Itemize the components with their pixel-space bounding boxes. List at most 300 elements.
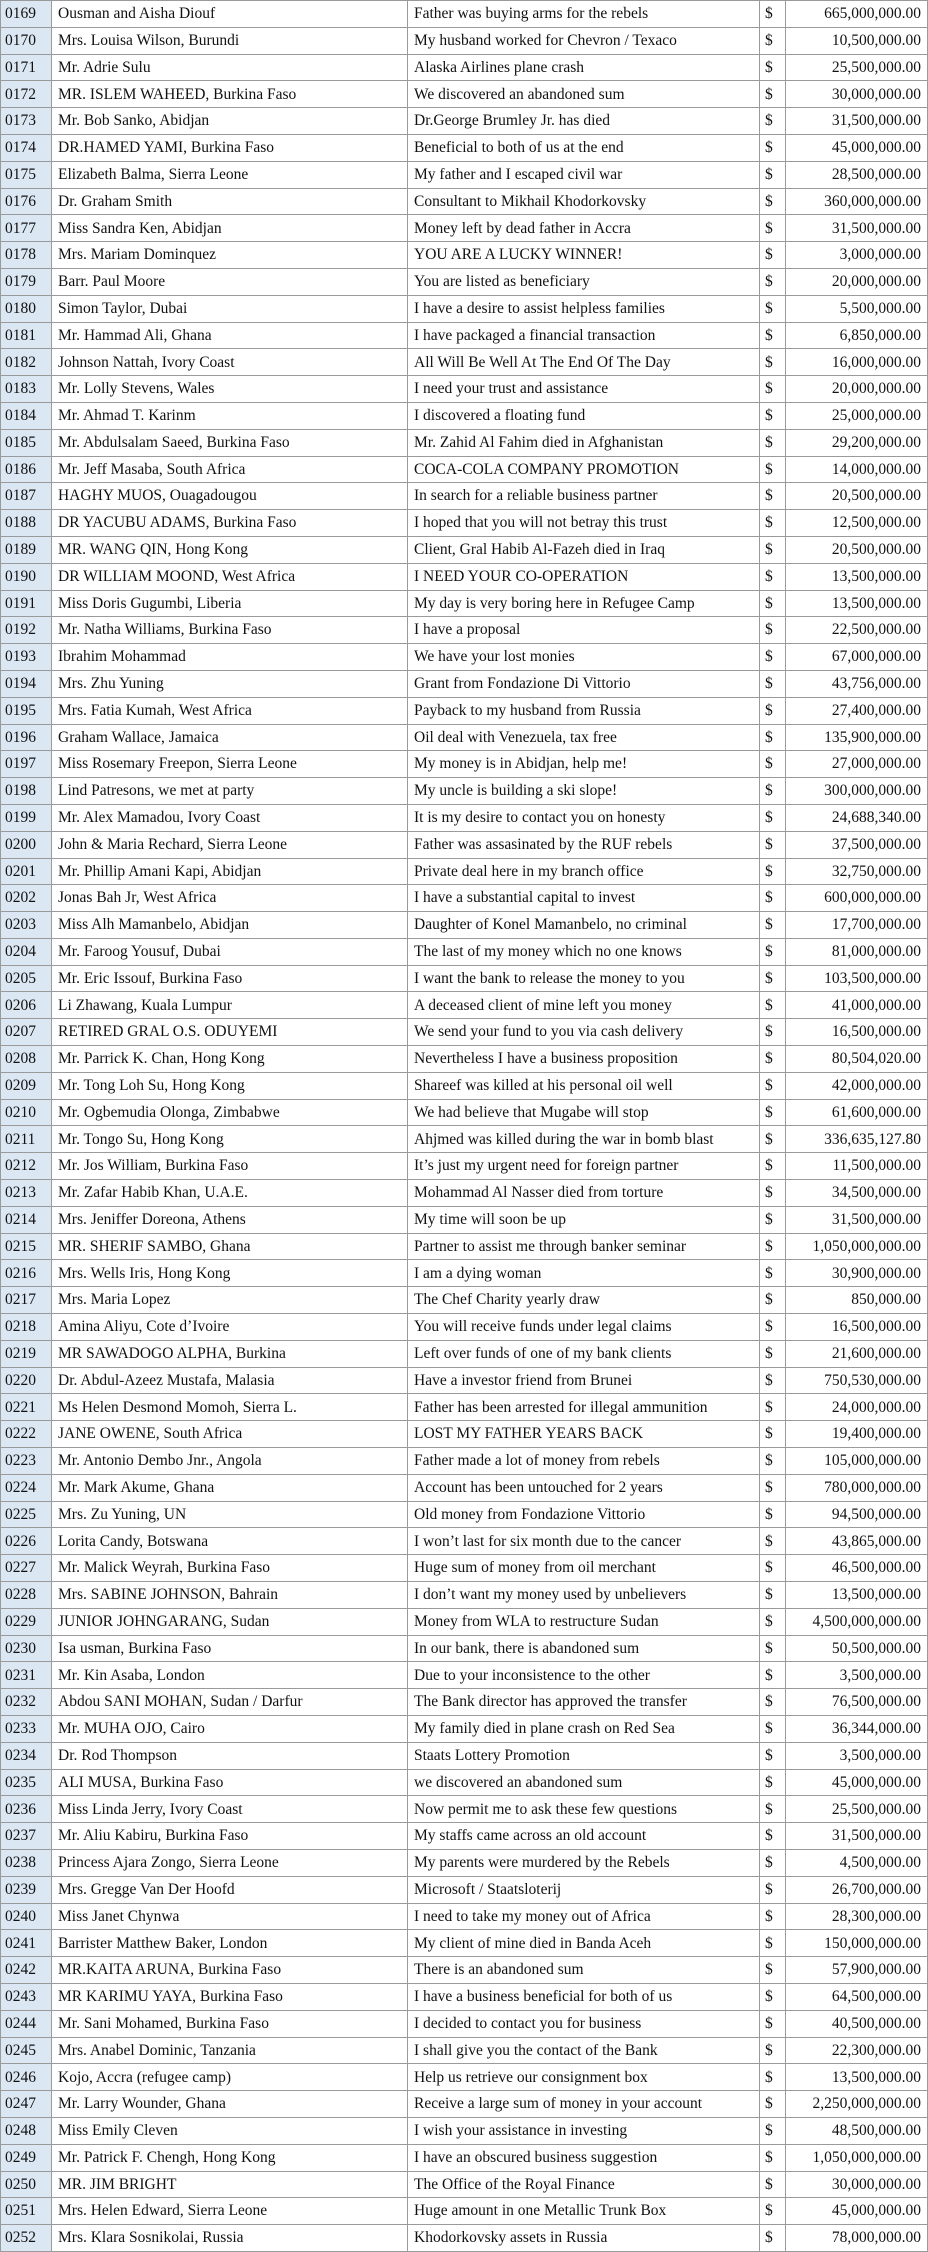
sender-name-cell[interactable]: Mr. Jos William, Burkina Faso: [52, 1153, 408, 1180]
amount-cell[interactable]: 780,000,000.00: [786, 1474, 928, 1501]
story-cell[interactable]: I have a desire to assist helpless families: [408, 295, 760, 322]
row-id-cell[interactable]: 0179: [1, 268, 52, 295]
row-id-cell[interactable]: 0198: [1, 778, 52, 805]
story-cell[interactable]: I need to take my money out of Africa: [408, 1903, 760, 1930]
row-id-cell[interactable]: 0237: [1, 1823, 52, 1850]
story-cell[interactable]: My staffs came across an old account: [408, 1823, 760, 1850]
row-id-cell[interactable]: 0234: [1, 1742, 52, 1769]
sender-name-cell[interactable]: Johnson Nattah, Ivory Coast: [52, 349, 408, 376]
amount-cell[interactable]: 600,000,000.00: [786, 885, 928, 912]
sender-name-cell[interactable]: DR.HAMED YAMI, Burkina Faso: [52, 134, 408, 161]
row-id-cell[interactable]: 0249: [1, 2144, 52, 2171]
row-id-cell[interactable]: 0196: [1, 724, 52, 751]
sender-name-cell[interactable]: Mr. Natha Williams, Burkina Faso: [52, 617, 408, 644]
sender-name-cell[interactable]: Dr. Rod Thompson: [52, 1742, 408, 1769]
sender-name-cell[interactable]: Ousman and Aisha Diouf: [52, 1, 408, 28]
sender-name-cell[interactable]: Jonas Bah Jr, West Africa: [52, 885, 408, 912]
story-cell[interactable]: Grant from Fondazione Di Vittorio: [408, 670, 760, 697]
row-id-cell[interactable]: 0250: [1, 2171, 52, 2198]
currency-cell[interactable]: $: [760, 885, 786, 912]
currency-cell[interactable]: $: [760, 965, 786, 992]
row-id-cell[interactable]: 0209: [1, 1072, 52, 1099]
currency-cell[interactable]: $: [760, 188, 786, 215]
sender-name-cell[interactable]: Mrs. Mariam Dominquez: [52, 242, 408, 269]
row-id-cell[interactable]: 0215: [1, 1233, 52, 1260]
currency-cell[interactable]: $: [760, 215, 786, 242]
story-cell[interactable]: All Will Be Well At The End Of The Day: [408, 349, 760, 376]
amount-cell[interactable]: 80,504,020.00: [786, 1046, 928, 1073]
story-cell[interactable]: I have packaged a financial transaction: [408, 322, 760, 349]
story-cell[interactable]: Receive a large sum of money in your account: [408, 2091, 760, 2118]
row-id-cell[interactable]: 0241: [1, 1930, 52, 1957]
story-cell[interactable]: Mohammad Al Nasser died from torture: [408, 1180, 760, 1207]
row-id-cell[interactable]: 0189: [1, 536, 52, 563]
row-id-cell[interactable]: 0227: [1, 1555, 52, 1582]
sender-name-cell[interactable]: Elizabeth Balma, Sierra Leone: [52, 161, 408, 188]
currency-cell[interactable]: $: [760, 617, 786, 644]
amount-cell[interactable]: 50,500,000.00: [786, 1635, 928, 1662]
sender-name-cell[interactable]: Mr. Bob Sanko, Abidjan: [52, 108, 408, 135]
currency-cell[interactable]: $: [760, 27, 786, 54]
currency-cell[interactable]: $: [760, 1823, 786, 1850]
currency-cell[interactable]: $: [760, 992, 786, 1019]
currency-cell[interactable]: $: [760, 376, 786, 403]
sender-name-cell[interactable]: Mrs. Zhu Yuning: [52, 670, 408, 697]
amount-cell[interactable]: 11,500,000.00: [786, 1153, 928, 1180]
story-cell[interactable]: Huge amount in one Metallic Trunk Box: [408, 2198, 760, 2225]
amount-cell[interactable]: 336,635,127.80: [786, 1126, 928, 1153]
row-id-cell[interactable]: 0201: [1, 858, 52, 885]
currency-cell[interactable]: $: [760, 1608, 786, 1635]
row-id-cell[interactable]: 0236: [1, 1796, 52, 1823]
row-id-cell[interactable]: 0246: [1, 2064, 52, 2091]
currency-cell[interactable]: $: [760, 1126, 786, 1153]
row-id-cell[interactable]: 0173: [1, 108, 52, 135]
row-id-cell[interactable]: 0238: [1, 1849, 52, 1876]
story-cell[interactable]: My day is very boring here in Refugee Camp: [408, 590, 760, 617]
currency-cell[interactable]: $: [760, 831, 786, 858]
story-cell[interactable]: I hoped that you will not betray this trust: [408, 510, 760, 537]
sender-name-cell[interactable]: Mrs. Fatia Kumah, West Africa: [52, 697, 408, 724]
story-cell[interactable]: I have a proposal: [408, 617, 760, 644]
row-id-cell[interactable]: 0225: [1, 1501, 52, 1528]
row-id-cell[interactable]: 0191: [1, 590, 52, 617]
amount-cell[interactable]: 16,000,000.00: [786, 349, 928, 376]
sender-name-cell[interactable]: Mrs. Jeniffer Doreona, Athens: [52, 1206, 408, 1233]
currency-cell[interactable]: $: [760, 81, 786, 108]
story-cell[interactable]: Money left by dead father in Accra: [408, 215, 760, 242]
story-cell[interactable]: In our bank, there is abandoned sum: [408, 1635, 760, 1662]
story-cell[interactable]: Microsoft / Staatsloterij: [408, 1876, 760, 1903]
story-cell[interactable]: Old money from Fondazione Vittorio: [408, 1501, 760, 1528]
row-id-cell[interactable]: 0175: [1, 161, 52, 188]
sender-name-cell[interactable]: ALI MUSA, Burkina Faso: [52, 1769, 408, 1796]
row-id-cell[interactable]: 0174: [1, 134, 52, 161]
amount-cell[interactable]: 43,756,000.00: [786, 670, 928, 697]
currency-cell[interactable]: $: [760, 1019, 786, 1046]
currency-cell[interactable]: $: [760, 778, 786, 805]
sender-name-cell[interactable]: Mr. Hammad Ali, Ghana: [52, 322, 408, 349]
story-cell[interactable]: We have your lost monies: [408, 644, 760, 671]
amount-cell[interactable]: 25,500,000.00: [786, 54, 928, 81]
amount-cell[interactable]: 17,700,000.00: [786, 912, 928, 939]
amount-cell[interactable]: 57,900,000.00: [786, 1957, 928, 1984]
row-id-cell[interactable]: 0181: [1, 322, 52, 349]
story-cell[interactable]: You will receive funds under legal claims: [408, 1314, 760, 1341]
story-cell[interactable]: I have an obscured business suggestion: [408, 2144, 760, 2171]
amount-cell[interactable]: 850,000.00: [786, 1287, 928, 1314]
currency-cell[interactable]: $: [760, 590, 786, 617]
amount-cell[interactable]: 3,500,000.00: [786, 1662, 928, 1689]
story-cell[interactable]: COCA-COLA COMPANY PROMOTION: [408, 456, 760, 483]
story-cell[interactable]: Money from WLA to restructure Sudan: [408, 1608, 760, 1635]
sender-name-cell[interactable]: Amina Aliyu, Cote d’Ivoire: [52, 1314, 408, 1341]
row-id-cell[interactable]: 0251: [1, 2198, 52, 2225]
amount-cell[interactable]: 61,600,000.00: [786, 1099, 928, 1126]
row-id-cell[interactable]: 0170: [1, 27, 52, 54]
sender-name-cell[interactable]: Miss Rosemary Freepon, Sierra Leone: [52, 751, 408, 778]
row-id-cell[interactable]: 0216: [1, 1260, 52, 1287]
sender-name-cell[interactable]: Graham Wallace, Jamaica: [52, 724, 408, 751]
sender-name-cell[interactable]: JUNIOR JOHNGARANG, Sudan: [52, 1608, 408, 1635]
sender-name-cell[interactable]: Ibrahim Mohammad: [52, 644, 408, 671]
story-cell[interactable]: It is my desire to contact you on honesty: [408, 804, 760, 831]
sender-name-cell[interactable]: Mr. Adrie Sulu: [52, 54, 408, 81]
row-id-cell[interactable]: 0185: [1, 429, 52, 456]
currency-cell[interactable]: $: [760, 804, 786, 831]
story-cell[interactable]: Account has been untouched for 2 years: [408, 1474, 760, 1501]
currency-cell[interactable]: $: [760, 1314, 786, 1341]
row-id-cell[interactable]: 0214: [1, 1206, 52, 1233]
sender-name-cell[interactable]: John & Maria Rechard, Sierra Leone: [52, 831, 408, 858]
story-cell[interactable]: Dr.George Brumley Jr. has died: [408, 108, 760, 135]
currency-cell[interactable]: $: [760, 349, 786, 376]
amount-cell[interactable]: 105,000,000.00: [786, 1448, 928, 1475]
story-cell[interactable]: My husband worked for Chevron / Texaco: [408, 27, 760, 54]
amount-cell[interactable]: 31,500,000.00: [786, 1206, 928, 1233]
story-cell[interactable]: I won’t last for six month due to the cancer: [408, 1528, 760, 1555]
currency-cell[interactable]: $: [760, 402, 786, 429]
amount-cell[interactable]: 20,000,000.00: [786, 376, 928, 403]
currency-cell[interactable]: $: [760, 1983, 786, 2010]
amount-cell[interactable]: 13,500,000.00: [786, 2064, 928, 2091]
story-cell[interactable]: I want the bank to release the money to you: [408, 965, 760, 992]
amount-cell[interactable]: 26,700,000.00: [786, 1876, 928, 1903]
currency-cell[interactable]: $: [760, 2144, 786, 2171]
sender-name-cell[interactable]: Mr. Aliu Kabiru, Burkina Faso: [52, 1823, 408, 1850]
row-id-cell[interactable]: 0245: [1, 2037, 52, 2064]
currency-cell[interactable]: $: [760, 751, 786, 778]
currency-cell[interactable]: $: [760, 1233, 786, 1260]
sender-name-cell[interactable]: Miss Alh Mamanbelo, Abidjan: [52, 912, 408, 939]
story-cell[interactable]: Private deal here in my branch office: [408, 858, 760, 885]
currency-cell[interactable]: $: [760, 697, 786, 724]
story-cell[interactable]: Client, Gral Habib Al-Fazeh died in Iraq: [408, 536, 760, 563]
row-id-cell[interactable]: 0197: [1, 751, 52, 778]
sender-name-cell[interactable]: Mrs. Zu Yuning, UN: [52, 1501, 408, 1528]
amount-cell[interactable]: 25,000,000.00: [786, 402, 928, 429]
row-id-cell[interactable]: 0244: [1, 2010, 52, 2037]
row-id-cell[interactable]: 0219: [1, 1340, 52, 1367]
amount-cell[interactable]: 135,900,000.00: [786, 724, 928, 751]
amount-cell[interactable]: 19,400,000.00: [786, 1421, 928, 1448]
amount-cell[interactable]: 1,050,000,000.00: [786, 1233, 928, 1260]
row-id-cell[interactable]: 0221: [1, 1394, 52, 1421]
story-cell[interactable]: Help us retrieve our consignment box: [408, 2064, 760, 2091]
currency-cell[interactable]: $: [760, 1957, 786, 1984]
row-id-cell[interactable]: 0202: [1, 885, 52, 912]
amount-cell[interactable]: 21,600,000.00: [786, 1340, 928, 1367]
story-cell[interactable]: My parents were murdered by the Rebels: [408, 1849, 760, 1876]
story-cell[interactable]: YOU ARE A LUCKY WINNER!: [408, 242, 760, 269]
amount-cell[interactable]: 22,500,000.00: [786, 617, 928, 644]
sender-name-cell[interactable]: MR. JIM BRIGHT: [52, 2171, 408, 2198]
row-id-cell[interactable]: 0217: [1, 1287, 52, 1314]
sender-name-cell[interactable]: Mr. Kin Asaba, London: [52, 1662, 408, 1689]
row-id-cell[interactable]: 0223: [1, 1448, 52, 1475]
sender-name-cell[interactable]: Mrs. Klara Sosnikolai, Russia: [52, 2225, 408, 2252]
row-id-cell[interactable]: 0248: [1, 2117, 52, 2144]
sender-name-cell[interactable]: HAGHY MUOS, Ouagadougou: [52, 483, 408, 510]
sender-name-cell[interactable]: Mrs. Gregge Van Der Hoofd: [52, 1876, 408, 1903]
sender-name-cell[interactable]: Mr. Lolly Stevens, Wales: [52, 376, 408, 403]
sender-name-cell[interactable]: Mr. Patrick F. Chengh, Hong Kong: [52, 2144, 408, 2171]
sender-name-cell[interactable]: Mr. Eric Issouf, Burkina Faso: [52, 965, 408, 992]
row-id-cell[interactable]: 0192: [1, 617, 52, 644]
story-cell[interactable]: Father made a lot of money from rebels: [408, 1448, 760, 1475]
sender-name-cell[interactable]: Mrs. Wells Iris, Hong Kong: [52, 1260, 408, 1287]
amount-cell[interactable]: 34,500,000.00: [786, 1180, 928, 1207]
amount-cell[interactable]: 31,500,000.00: [786, 215, 928, 242]
story-cell[interactable]: My family died in plane crash on Red Sea: [408, 1716, 760, 1743]
sender-name-cell[interactable]: Princess Ajara Zongo, Sierra Leone: [52, 1849, 408, 1876]
story-cell[interactable]: Oil deal with Venezuela, tax free: [408, 724, 760, 751]
sender-name-cell[interactable]: Dr. Graham Smith: [52, 188, 408, 215]
story-cell[interactable]: Khodorkovsky assets in Russia: [408, 2225, 760, 2252]
row-id-cell[interactable]: 0220: [1, 1367, 52, 1394]
story-cell[interactable]: It’s just my urgent need for foreign partner: [408, 1153, 760, 1180]
amount-cell[interactable]: 13,500,000.00: [786, 590, 928, 617]
currency-cell[interactable]: $: [760, 510, 786, 537]
sender-name-cell[interactable]: Mrs. Anabel Dominic, Tanzania: [52, 2037, 408, 2064]
story-cell[interactable]: Partner to assist me through banker seminar: [408, 1233, 760, 1260]
row-id-cell[interactable]: 0177: [1, 215, 52, 242]
row-id-cell[interactable]: 0183: [1, 376, 52, 403]
currency-cell[interactable]: $: [760, 429, 786, 456]
currency-cell[interactable]: $: [760, 1260, 786, 1287]
amount-cell[interactable]: 14,000,000.00: [786, 456, 928, 483]
amount-cell[interactable]: 31,500,000.00: [786, 1823, 928, 1850]
currency-cell[interactable]: $: [760, 242, 786, 269]
sender-name-cell[interactable]: MR. WANG QIN, Hong Kong: [52, 536, 408, 563]
row-id-cell[interactable]: 0235: [1, 1769, 52, 1796]
row-id-cell[interactable]: 0213: [1, 1180, 52, 1207]
sender-name-cell[interactable]: Mr. Larry Wounder, Ghana: [52, 2091, 408, 2118]
currency-cell[interactable]: $: [760, 108, 786, 135]
story-cell[interactable]: Father was assasinated by the RUF rebels: [408, 831, 760, 858]
row-id-cell[interactable]: 0252: [1, 2225, 52, 2252]
amount-cell[interactable]: 45,000,000.00: [786, 1769, 928, 1796]
sender-name-cell[interactable]: Simon Taylor, Dubai: [52, 295, 408, 322]
amount-cell[interactable]: 13,500,000.00: [786, 563, 928, 590]
story-cell[interactable]: The Chef Charity yearly draw: [408, 1287, 760, 1314]
sender-name-cell[interactable]: Mr. Ogbemudia Olonga, Zimbabwe: [52, 1099, 408, 1126]
story-cell[interactable]: I wish your assistance in investing: [408, 2117, 760, 2144]
currency-cell[interactable]: $: [760, 1582, 786, 1609]
amount-cell[interactable]: 6,850,000.00: [786, 322, 928, 349]
story-cell[interactable]: My money is in Abidjan, help me!: [408, 751, 760, 778]
currency-cell[interactable]: $: [760, 2037, 786, 2064]
currency-cell[interactable]: $: [760, 2117, 786, 2144]
row-id-cell[interactable]: 0187: [1, 483, 52, 510]
amount-cell[interactable]: 2,250,000,000.00: [786, 2091, 928, 2118]
story-cell[interactable]: I decided to contact you for business: [408, 2010, 760, 2037]
row-id-cell[interactable]: 0228: [1, 1582, 52, 1609]
story-cell[interactable]: I need your trust and assistance: [408, 376, 760, 403]
story-cell[interactable]: Have a investor friend from Brunei: [408, 1367, 760, 1394]
sender-name-cell[interactable]: Mr. Sani Mohamed, Burkina Faso: [52, 2010, 408, 2037]
currency-cell[interactable]: $: [760, 134, 786, 161]
row-id-cell[interactable]: 0172: [1, 81, 52, 108]
sender-name-cell[interactable]: DR YACUBU ADAMS, Burkina Faso: [52, 510, 408, 537]
row-id-cell[interactable]: 0193: [1, 644, 52, 671]
currency-cell[interactable]: $: [760, 2010, 786, 2037]
currency-cell[interactable]: $: [760, 1689, 786, 1716]
currency-cell[interactable]: $: [760, 2198, 786, 2225]
amount-cell[interactable]: 24,000,000.00: [786, 1394, 928, 1421]
amount-cell[interactable]: 5,500,000.00: [786, 295, 928, 322]
amount-cell[interactable]: 27,400,000.00: [786, 697, 928, 724]
sender-name-cell[interactable]: Mr. Alex Mamadou, Ivory Coast: [52, 804, 408, 831]
amount-cell[interactable]: 81,000,000.00: [786, 938, 928, 965]
currency-cell[interactable]: $: [760, 670, 786, 697]
row-id-cell[interactable]: 0200: [1, 831, 52, 858]
currency-cell[interactable]: $: [760, 563, 786, 590]
amount-cell[interactable]: 30,000,000.00: [786, 2171, 928, 2198]
amount-cell[interactable]: 20,500,000.00: [786, 483, 928, 510]
story-cell[interactable]: The Office of the Royal Finance: [408, 2171, 760, 2198]
story-cell[interactable]: Consultant to Mikhail Khodorkovsky: [408, 188, 760, 215]
row-id-cell[interactable]: 0226: [1, 1528, 52, 1555]
sender-name-cell[interactable]: Mr. Mark Akume, Ghana: [52, 1474, 408, 1501]
amount-cell[interactable]: 42,000,000.00: [786, 1072, 928, 1099]
amount-cell[interactable]: 3,500,000.00: [786, 1742, 928, 1769]
amount-cell[interactable]: 4,500,000,000.00: [786, 1608, 928, 1635]
currency-cell[interactable]: $: [760, 1448, 786, 1475]
story-cell[interactable]: Father has been arrested for illegal ammunition: [408, 1394, 760, 1421]
row-id-cell[interactable]: 0232: [1, 1689, 52, 1716]
amount-cell[interactable]: 665,000,000.00: [786, 1, 928, 28]
row-id-cell[interactable]: 0211: [1, 1126, 52, 1153]
sender-name-cell[interactable]: Mrs. SABINE JOHNSON, Bahrain: [52, 1582, 408, 1609]
row-id-cell[interactable]: 0199: [1, 804, 52, 831]
sender-name-cell[interactable]: Lind Patresons, we met at party: [52, 778, 408, 805]
sender-name-cell[interactable]: Mr. Zafar Habib Khan, U.A.E.: [52, 1180, 408, 1207]
amount-cell[interactable]: 12,500,000.00: [786, 510, 928, 537]
row-id-cell[interactable]: 0210: [1, 1099, 52, 1126]
currency-cell[interactable]: $: [760, 1528, 786, 1555]
story-cell[interactable]: There is an abandoned sum: [408, 1957, 760, 1984]
row-id-cell[interactable]: 0186: [1, 456, 52, 483]
sender-name-cell[interactable]: Mrs. Louisa Wilson, Burundi: [52, 27, 408, 54]
currency-cell[interactable]: $: [760, 2171, 786, 2198]
story-cell[interactable]: We discovered an abandoned sum: [408, 81, 760, 108]
sender-name-cell[interactable]: MR. SHERIF SAMBO, Ghana: [52, 1233, 408, 1260]
currency-cell[interactable]: $: [760, 1501, 786, 1528]
row-id-cell[interactable]: 0212: [1, 1153, 52, 1180]
story-cell[interactable]: I don’t want my money used by unbelievers: [408, 1582, 760, 1609]
currency-cell[interactable]: $: [760, 1206, 786, 1233]
currency-cell[interactable]: $: [760, 456, 786, 483]
story-cell[interactable]: The last of my money which no one knows: [408, 938, 760, 965]
amount-cell[interactable]: 46,500,000.00: [786, 1555, 928, 1582]
amount-cell[interactable]: 150,000,000.00: [786, 1930, 928, 1957]
amount-cell[interactable]: 76,500,000.00: [786, 1689, 928, 1716]
story-cell[interactable]: Beneficial to both of us at the end: [408, 134, 760, 161]
story-cell[interactable]: I have a substantial capital to invest: [408, 885, 760, 912]
story-cell[interactable]: Father was buying arms for the rebels: [408, 1, 760, 28]
amount-cell[interactable]: 3,000,000.00: [786, 242, 928, 269]
row-id-cell[interactable]: 0229: [1, 1608, 52, 1635]
amount-cell[interactable]: 30,000,000.00: [786, 81, 928, 108]
story-cell[interactable]: My father and I escaped civil war: [408, 161, 760, 188]
row-id-cell[interactable]: 0204: [1, 938, 52, 965]
amount-cell[interactable]: 48,500,000.00: [786, 2117, 928, 2144]
currency-cell[interactable]: $: [760, 1180, 786, 1207]
sender-name-cell[interactable]: Miss Linda Jerry, Ivory Coast: [52, 1796, 408, 1823]
amount-cell[interactable]: 750,530,000.00: [786, 1367, 928, 1394]
currency-cell[interactable]: $: [760, 1474, 786, 1501]
currency-cell[interactable]: $: [760, 1, 786, 28]
story-cell[interactable]: Shareef was killed at his personal oil well: [408, 1072, 760, 1099]
amount-cell[interactable]: 37,500,000.00: [786, 831, 928, 858]
currency-cell[interactable]: $: [760, 1903, 786, 1930]
story-cell[interactable]: we discovered an abandoned sum: [408, 1769, 760, 1796]
amount-cell[interactable]: 29,200,000.00: [786, 429, 928, 456]
story-cell[interactable]: A deceased client of mine left you money: [408, 992, 760, 1019]
story-cell[interactable]: The Bank director has approved the transfer: [408, 1689, 760, 1716]
amount-cell[interactable]: 20,500,000.00: [786, 536, 928, 563]
amount-cell[interactable]: 41,000,000.00: [786, 992, 928, 1019]
sender-name-cell[interactable]: Miss Sandra Ken, Abidjan: [52, 215, 408, 242]
currency-cell[interactable]: $: [760, 1340, 786, 1367]
row-id-cell[interactable]: 0190: [1, 563, 52, 590]
sender-name-cell[interactable]: Miss Doris Gugumbi, Liberia: [52, 590, 408, 617]
row-id-cell[interactable]: 0171: [1, 54, 52, 81]
sender-name-cell[interactable]: MR.KAITA ARUNA, Burkina Faso: [52, 1957, 408, 1984]
amount-cell[interactable]: 16,500,000.00: [786, 1019, 928, 1046]
currency-cell[interactable]: $: [760, 1153, 786, 1180]
sender-name-cell[interactable]: Mr. Tongo Su, Hong Kong: [52, 1126, 408, 1153]
story-cell[interactable]: Left over funds of one of my bank clients: [408, 1340, 760, 1367]
currency-cell[interactable]: $: [760, 1769, 786, 1796]
currency-cell[interactable]: $: [760, 724, 786, 751]
story-cell[interactable]: You are listed as beneficiary: [408, 268, 760, 295]
amount-cell[interactable]: 78,000,000.00: [786, 2225, 928, 2252]
currency-cell[interactable]: $: [760, 1849, 786, 1876]
amount-cell[interactable]: 22,300,000.00: [786, 2037, 928, 2064]
sender-name-cell[interactable]: DR WILLIAM MOOND, West Africa: [52, 563, 408, 590]
story-cell[interactable]: LOST MY FATHER YEARS BACK: [408, 1421, 760, 1448]
story-cell[interactable]: In search for a reliable business partner: [408, 483, 760, 510]
sender-name-cell[interactable]: Li Zhawang, Kuala Lumpur: [52, 992, 408, 1019]
story-cell[interactable]: I am a dying woman: [408, 1260, 760, 1287]
amount-cell[interactable]: 360,000,000.00: [786, 188, 928, 215]
amount-cell[interactable]: 27,000,000.00: [786, 751, 928, 778]
story-cell[interactable]: My client of mine died in Banda Aceh: [408, 1930, 760, 1957]
amount-cell[interactable]: 28,500,000.00: [786, 161, 928, 188]
currency-cell[interactable]: $: [760, 1099, 786, 1126]
